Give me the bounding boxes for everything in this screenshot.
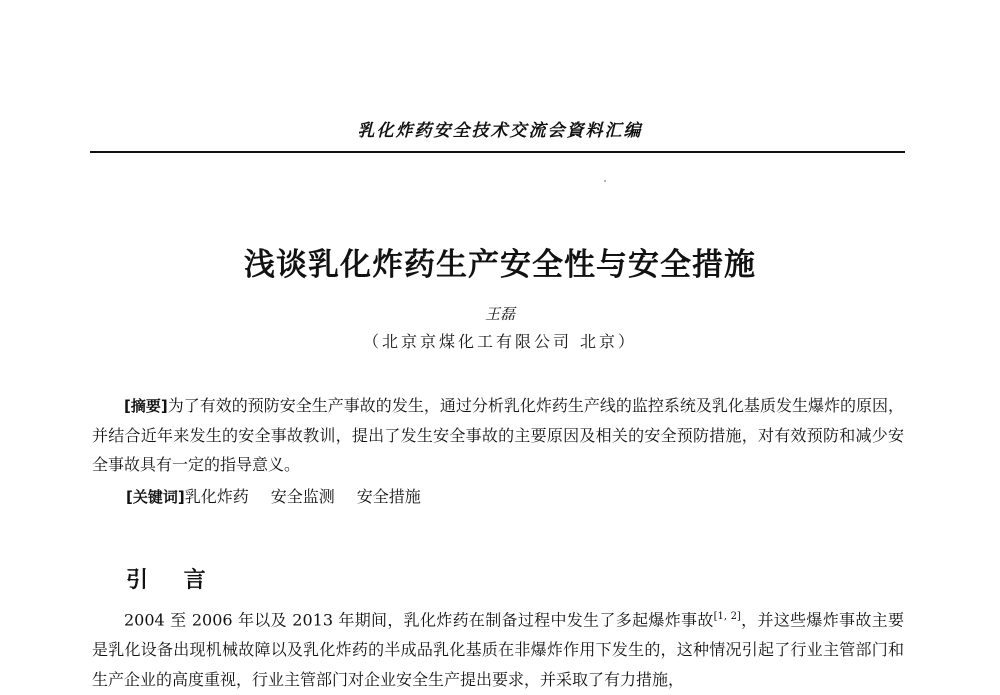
author-affiliation: （北京京煤化工有限公司 北京） xyxy=(362,332,638,351)
abstract-text: 为了有效的预防安全生产事故的发生，通过分析乳化炸药生产线的监控系统及乳化基质发生爆炸的原因，并结合近年来发生的安全事故教训，提出了发生安全事故的主要原因及相关的安全预防措施，对有效预防和减少安全事故具有一定的指导意义。 xyxy=(92,396,904,474)
keywords-label: [关键词] xyxy=(126,488,185,506)
header-rule xyxy=(90,151,905,153)
keyword-item: 乳化炸药 xyxy=(184,487,249,506)
keyword-item: 安全监测 xyxy=(270,487,335,506)
intro-text-part-1: 2004 至 2006 年以及 2013 年期间，乳化炸药在制备过程中发生了多起爆炸事故 xyxy=(124,610,714,630)
section-heading-introduction: 引 言 xyxy=(126,568,220,593)
introduction-paragraph xyxy=(92,602,904,695)
scan-speck xyxy=(604,180,606,182)
abstract-label: [摘要] xyxy=(124,397,168,415)
author-name: 王磊 xyxy=(484,305,515,323)
intro-text-part-2: ，并这些爆炸事故主要是乳化设备出现机械故障以及乳化炸药的半成品乳化基质在非爆炸作用下发生的，这种情况引起了行业主管部门和生产企业的高度重视，行业主管部门对企业安全生产提出要求，并采取了有力措施， xyxy=(92,610,904,690)
article-title: 浅谈乳化炸药生产安全性与安全措施 xyxy=(244,247,756,283)
citation-reference: [1, 2] xyxy=(713,611,741,622)
abstract xyxy=(92,391,904,479)
keyword-item: 安全措施 xyxy=(356,487,421,506)
keywords xyxy=(126,484,443,507)
running-header: 乳化炸药安全技术交流会資料汇编 xyxy=(357,121,643,141)
